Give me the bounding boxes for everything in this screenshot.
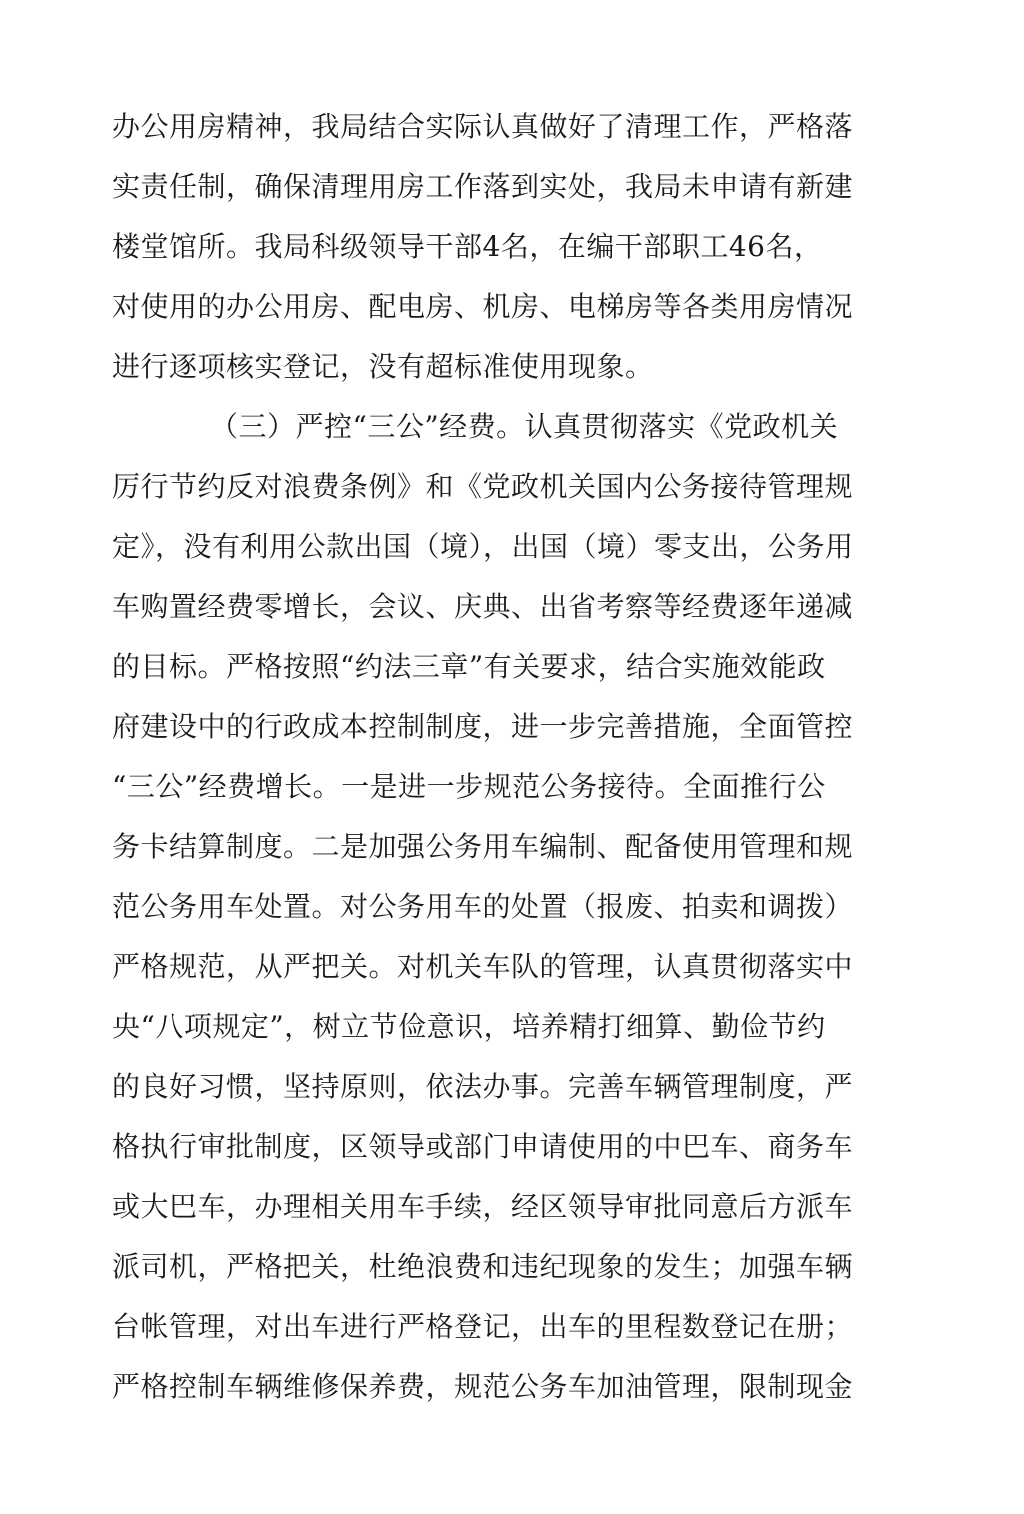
text-line: 严格规范，从严把关。对机关车队的管理，认真贯彻落实中	[112, 950, 854, 983]
text-line: 楼堂馆所。我局科级领导干部4名，在编干部职工46名，	[112, 230, 823, 263]
text-line: 央“八项规定”，树立节俭意识，培养精打细算、勤俭节约	[112, 1010, 826, 1043]
text-line: 车购置经费零增长，会议、庆典、出省考察等经费逐年递减	[112, 590, 854, 623]
text-line: 格执行审批制度，区领导或部门申请使用的中巴车、商务车	[112, 1130, 854, 1163]
text-line: 台帐管理，对出车进行严格登记，出车的里程数登记在册；	[112, 1310, 854, 1343]
text-line: 实责任制，确保清理用房工作落到实处，我局未申请有新建	[112, 170, 854, 203]
text-line: 进行逐项核实登记，没有超标准使用现象。	[112, 350, 654, 383]
text-line: 办公用房精神，我局结合实际认真做好了清理工作，严格落	[112, 110, 854, 143]
text-line: 的良好习惯，坚持原则，依法办事。完善车辆管理制度，严	[112, 1070, 854, 1103]
text-line: 的目标。严格按照“约法三章”有关要求，结合实施效能政	[112, 650, 826, 683]
text-line: 严格控制车辆维修保养费，规范公务车加油管理，限制现金	[112, 1370, 854, 1403]
text-line: 范公务用车处置。对公务用车的处置（报废、拍卖和调拨）	[112, 890, 854, 923]
text-line: “三公”经费增长。一是进一步规范公务接待。全面推行公	[112, 770, 826, 803]
text-line: 务卡结算制度。二是加强公务用车编制、配备使用管理和规	[112, 830, 854, 863]
text-line: 或大巴车，办理相关用车手续，经区领导审批同意后方派车	[112, 1190, 854, 1223]
text-line: 对使用的办公用房、配电房、机房、电梯房等各类用房情况	[112, 290, 854, 323]
text-line: 厉行节约反对浪费条例》和《党政机关国内公务接待管理规	[112, 470, 854, 503]
section-heading-line: （三）严控“三公”经费。认真贯彻落实《党政机关	[210, 410, 839, 443]
text-line: 定》，没有利用公款出国（境），出国（境）零支出，公务用	[112, 530, 854, 563]
text-line: 府建设中的行政成本控制制度，进一步完善措施，全面管控	[112, 710, 854, 743]
text-line: 派司机，严格把关，杜绝浪费和违纪现象的发生；加强车辆	[112, 1250, 854, 1283]
